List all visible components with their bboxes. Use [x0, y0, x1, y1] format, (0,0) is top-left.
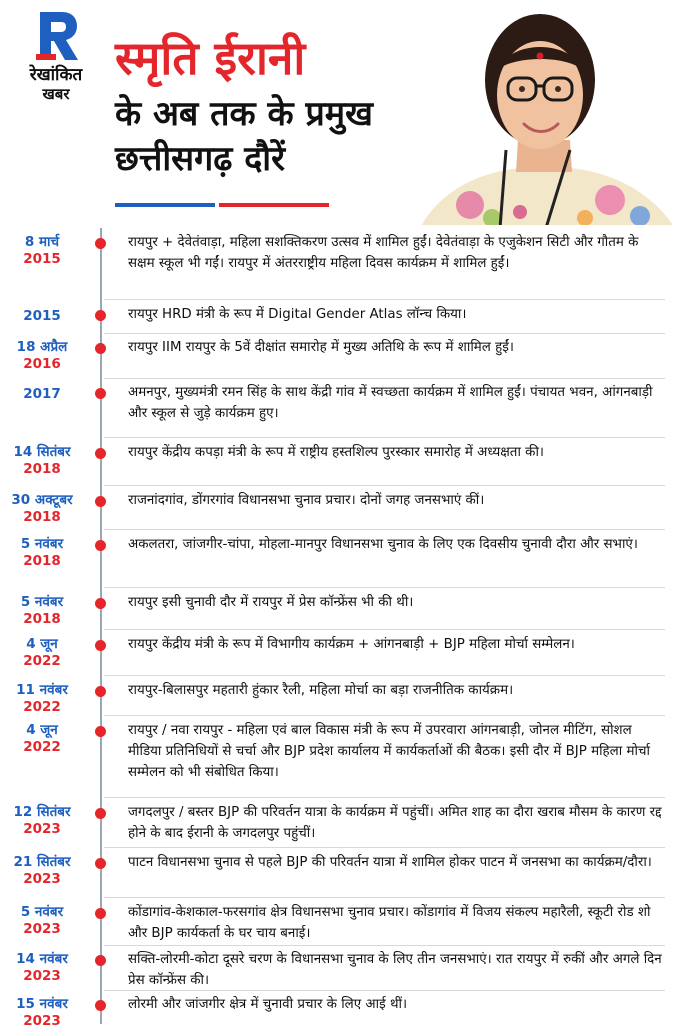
timeline-dot	[95, 388, 106, 399]
row-divider	[104, 675, 665, 676]
entry-year: 2018	[23, 553, 61, 569]
timeline-dot	[95, 858, 106, 869]
entry-day-month: 8 मार्च	[24, 234, 60, 250]
entry-text: रायपुर केंद्रीय कपड़ा मंत्री के रूप में राष्ट्रीय हस्तशिल्प पुरस्कार समारोह में अध्यक्षता की।	[128, 445, 544, 460]
entry-text: राजनांदगांव, डोंगरगांव विधानसभा चुनाव प्रचार। दोनों जगह जनसभाएं कीं।	[128, 493, 485, 508]
entry-date	[0, 384, 84, 403]
entry-text: पाटन विधानसभा चुनाव से पहले BJP की परिवर्तन यात्रा में शामिल होकर पाटन में जनसभा का कार्यक्रम/दौरा।	[128, 855, 652, 870]
entry-year: 2023	[23, 871, 61, 887]
entry-day-month: 5 नवंबर	[20, 594, 64, 610]
entry-day-month: 14 सितंबर	[13, 444, 71, 460]
entry-day-month: 15 नवंबर	[16, 996, 68, 1012]
timeline-entry	[0, 632, 683, 676]
brand-logo[interactable]	[8, 10, 98, 105]
timeline-entry	[0, 718, 683, 798]
timeline-entry	[0, 380, 683, 438]
entry-year: 2022	[23, 699, 61, 715]
entry-day-month: 4 जून	[26, 636, 58, 652]
entry-date	[0, 854, 84, 888]
timeline-dot	[95, 808, 106, 819]
entry-text: रायपुर-बिलासपुर महतारी हुंकार रैली, महिला मोर्चा का बड़ा राजनीतिक कार्यक्रम।	[128, 683, 514, 698]
timeline-dot	[95, 238, 106, 249]
entry-date	[0, 444, 84, 478]
brand-name: रेखांकित	[29, 65, 83, 85]
entry-day-month: 18 अप्रैल	[16, 339, 68, 355]
timeline-dot	[95, 343, 106, 354]
entry-text: रायपुर इसी चुनावी दौर में रायपुर में प्रेस कॉन्फ्रेंस भी की थी।	[128, 595, 414, 610]
entry-year: 2023	[23, 1013, 61, 1029]
timeline-dot	[95, 1000, 106, 1011]
entry-date	[0, 636, 84, 670]
entry-year: 2018	[23, 509, 61, 525]
timeline-dot	[95, 686, 106, 697]
entry-year: 2022	[23, 653, 61, 669]
row-divider	[104, 847, 665, 848]
row-divider	[104, 629, 665, 630]
entry-text: रायपुर केंद्रीय मंत्री के रूप में विभागीय कार्यक्रम + आंगनबाड़ी + BJP महिला मोर्चा सम्मेलन।	[128, 637, 575, 652]
entry-year: 2015	[23, 308, 61, 324]
timeline-entry	[0, 900, 683, 946]
entry-day-month: 12 सितंबर	[13, 804, 71, 820]
entry-year: 2023	[23, 821, 61, 837]
timeline-dot	[95, 955, 106, 966]
entry-day-month: 14 नवंबर	[16, 951, 68, 967]
entry-date	[0, 996, 84, 1030]
entry-date	[0, 951, 84, 985]
entry-text: अमनपुर, मुख्यमंत्री रमन सिंह के साथ केंद्री गांव में स्वच्छता कार्यक्रम में शामिल हुईं। पंचायत भवन, आंगनबाड़ी और स्कूल से जुड़े कार्यक्रम हुए।	[128, 385, 653, 421]
row-divider	[104, 437, 665, 438]
brand-sub: खबर	[42, 85, 70, 103]
entry-date	[0, 904, 84, 938]
row-divider	[104, 715, 665, 716]
row-divider	[104, 485, 665, 486]
row-divider	[104, 945, 665, 946]
row-divider	[104, 797, 665, 798]
entry-date	[0, 536, 84, 570]
entry-date	[0, 722, 84, 756]
timeline-entry	[0, 440, 683, 486]
timeline-entry	[0, 335, 683, 379]
entry-year: 2018	[23, 611, 61, 627]
portrait-image	[400, 0, 683, 225]
entry-date	[0, 234, 84, 268]
entry-date	[0, 594, 84, 628]
entry-text: रायपुर IIM रायपुर के 5वें दीक्षांत समारोह में मुख्य अतिथि के रूप में शामिल हुईं।	[128, 340, 514, 355]
timeline-entry	[0, 992, 683, 1029]
timeline-dot	[95, 448, 106, 459]
title-underline-blue	[115, 203, 215, 207]
timeline-entry	[0, 230, 683, 300]
timeline-entry	[0, 302, 683, 334]
timeline-dot	[95, 540, 106, 551]
entry-year: 2022	[23, 739, 61, 755]
entry-year: 2023	[23, 968, 61, 984]
row-divider	[104, 990, 665, 991]
entry-day-month: 21 सितंबर	[13, 854, 71, 870]
timeline-entry	[0, 488, 683, 530]
row-divider	[104, 587, 665, 588]
timeline-entry	[0, 850, 683, 898]
timeline-dot	[95, 496, 106, 507]
entry-text: रायपुर / नवा रायपुर - महिला एवं बाल विकास मंत्री के रूप में उपरवारा आंगनबाड़ी, जोनल मीटिंग, सोशल मीडिया प्रतिनिधियों से चर्चा और BJP प्रदेश कार्यालय में कार्यकर्ताओं की बैठक। इसी दौर में BJP महिला मोर्चा सम्मेलन को भी संबोधित किया।	[128, 723, 650, 780]
page-subtitle-line2: छत्तीसगढ़ दौरें	[115, 139, 286, 179]
entry-date	[0, 682, 84, 716]
row-divider	[104, 333, 665, 334]
entry-year: 2023	[23, 921, 61, 937]
entry-date	[0, 804, 84, 838]
entry-day-month: 4 जून	[26, 722, 58, 738]
row-divider	[104, 897, 665, 898]
timeline-entry	[0, 590, 683, 630]
entry-text: रायपुर HRD मंत्री के रूप में Digital Gender Atlas लॉन्च किया।	[128, 307, 467, 322]
row-divider	[104, 378, 665, 379]
timeline-dot	[95, 726, 106, 737]
entry-day-month: 30 अक्टूबर	[11, 492, 73, 508]
entry-year: 2016	[23, 356, 61, 372]
row-divider	[104, 299, 665, 300]
entry-text: लोरमी और जांजगीर क्षेत्र में चुनावी प्रचार के लिए आई थीं।	[128, 997, 408, 1012]
row-divider	[104, 529, 665, 530]
timeline-entry	[0, 532, 683, 588]
timeline-entry	[0, 800, 683, 848]
timeline-dot	[95, 598, 106, 609]
entry-year: 2015	[23, 251, 61, 267]
entry-text: सक्ति-लोरमी-कोटा दूसरे चरण के विधानसभा चुनाव के लिए तीन जनसभाएं। रात रायपुर में रुकीं और अगले दिन प्रेस कॉन्फ्रेंस की।	[128, 952, 662, 988]
timeline-dot	[95, 310, 106, 321]
entry-text: अकलतरा, जांजगीर-चांपा, मोहला-मानपुर विधानसभा चुनाव के लिए एक दिवसीय चुनावी दौरा और सभाएं।	[128, 537, 638, 552]
entry-year: 2018	[23, 461, 61, 477]
entry-year: 2017	[23, 386, 61, 402]
header	[0, 0, 683, 225]
timeline-entry	[0, 678, 683, 716]
entry-date	[0, 492, 84, 526]
entry-day-month: 5 नवंबर	[20, 904, 64, 920]
entry-day-month: 11 नवंबर	[16, 682, 68, 698]
timeline-entry	[0, 947, 683, 991]
page-title: स्मृति ईरानी	[115, 31, 306, 85]
page-subtitle-line1: के अब तक के प्रमुख	[115, 94, 373, 134]
entry-text: कोंडागांव-केशकाल-फरसगांव क्षेत्र विधानसभा चुनाव प्रचार। कोंडागांव में विजय संकल्प महारैली, स्कूटी रोड शो और BJP कार्यकर्ता के घर चाय बनाई।	[128, 905, 651, 941]
timeline-dot	[95, 908, 106, 919]
entry-day-month: 5 नवंबर	[20, 536, 64, 552]
entry-date	[0, 306, 84, 325]
entry-text: रायपुर + देवेतंवाड़ा, महिला सशक्तिकरण उत्सव में शामिल हुईं। देवेतंवाड़ा के एजुकेशन सिटी और गौतम के सक्षम स्कूल भी गईं। रायपुर में अंतरराष्ट्रीय महिला दिवस कार्यक्रम में शामिल हुईं।	[128, 235, 639, 271]
brand-r-icon	[36, 10, 80, 62]
title-underline-red	[219, 203, 329, 207]
entry-date	[0, 339, 84, 373]
entry-text: जगदलपुर / बस्तर BJP की परिवर्तन यात्रा के कार्यक्रम में पहुंचीं। अमित शाह का दौरा खराब मौसम के कारण रद्द होने के बाद ईरानी के जगदलपुर पहुंचीं।	[128, 805, 662, 841]
timeline-dot	[95, 640, 106, 651]
